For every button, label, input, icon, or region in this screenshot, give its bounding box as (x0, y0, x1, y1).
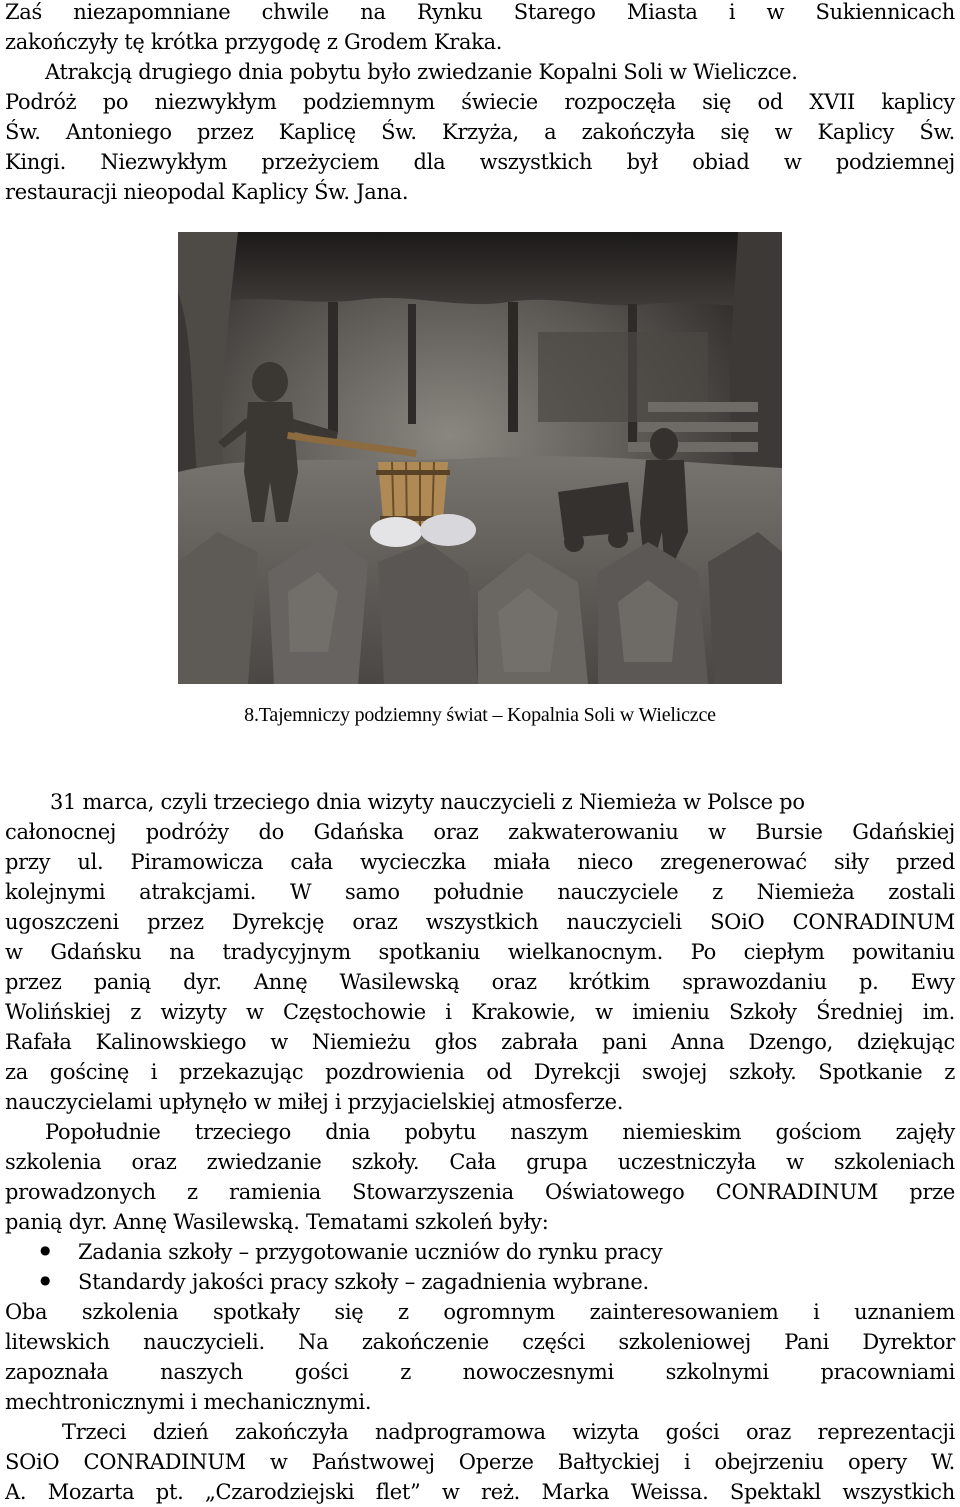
para1-line-2: zakończyły tę krótka przygodę z Grodem Kraka. (5, 30, 503, 54)
para1-line-5: Św. Antoniego przez Kaplicę Św. Krzyża, a zakończyła się w Kaplicy Św. (5, 120, 955, 144)
para2-line-2: całonocnej podróży do Gdańska oraz zakwaterowaniu w Bursie Gdańskiej (5, 820, 955, 844)
para2-line-7: przez panią dyr. Annę Wasilewską oraz krótkim sprawozdaniu p. Ewy (5, 970, 955, 994)
para2-line-3: przy ul. Piramowicza cała wycieczka miała nieco zregenerować siły przed (5, 850, 955, 874)
para3-line-1: Popołudnie trzeciego dnia pobytu naszym niemieskim gościom zajęły (45, 1120, 955, 1144)
para5-line-2: SOiO CONRADINUM w Państwowej Operze Bałtyckiej i obejrzeniu opery W. (5, 1450, 955, 1474)
bullet-item-2: Standardy jakości pracy szkoły – zagadnienia wybrane. (78, 1270, 649, 1294)
salt-mine-photo (178, 232, 782, 684)
para2-line-6: w Gdańsku na tradycyjnym spotkaniu wielkanocnym. Po ciepłym powitaniu (5, 940, 955, 964)
para4-line-3: zapoznała naszych gości z nowoczesnymi szkolnymi pracowniami (5, 1360, 955, 1384)
photo-caption: 8.Tajemniczy podziemny świat – Kopalnia Soli w Wieliczce (244, 704, 716, 726)
para1-line-4: Podróż po niezwykłym podziemnym świecie rozpoczęła się od XVII kaplicy (5, 90, 955, 114)
para1-line-6: Kingi. Niezwykłym przeżyciem dla wszystkich był obiad w podziemnej (5, 150, 955, 174)
para2-line-5: ugoszczeni przez Dyrekcję oraz wszystkich nauczycieli SOiO CONRADINUM (5, 910, 955, 934)
para3-line-2: szkolenia oraz zwiedzanie szkoły. Cała grupa uczestniczyła w szkoleniach (5, 1150, 955, 1174)
para2-line-4: kolejnymi atrakcjami. W samo południe nauczyciele z Niemieża zostali (5, 880, 955, 904)
para2-line-1: 31 marca, czyli trzeciego dnia wizyty nauczycieli z Niemieża w Polsce po (50, 790, 805, 814)
para1-line-7: restauracji nieopodal Kaplicy Św. Jana. (5, 180, 409, 204)
para4-line-2: litewskich nauczycieli. Na zakończenie części szkoleniowej Pani Dyrektor (5, 1330, 955, 1354)
bullet-dot-1: ● (40, 1243, 51, 1257)
para3-line-4: panią dyr. Annę Wasilewską. Tematami szkoleń były: (5, 1210, 549, 1234)
para4-line-1: Oba szkolenia spotkały się z ogromnym zainteresowaniem i uznaniem (5, 1300, 955, 1324)
bullet-dot-2: ● (40, 1273, 51, 1287)
bullet-item-1: Zadania szkoły – przygotowanie uczniów do rynku pracy (78, 1240, 663, 1264)
para2-line-8: Wolińskiej z wizyty w Częstochowie i Krakowie, w imieniu Szkoły Średniej im. (5, 1000, 955, 1024)
para1-line-1: Zaś niezapomniane chwile na Rynku Starego Miasta i w Sukiennicach (5, 0, 955, 24)
para4-line-4: mechtronicznymi i mechanicznymi. (5, 1390, 372, 1414)
para5-line-3: A. Mozarta pt. „Czarodziejski flet” w reż. Marka Weissa. Spektakl wszystkich (5, 1480, 955, 1504)
para2-line-9: Rafała Kalinowskiego w Niemieżu głos zabrała pani Anna Dzengo, dziękując (5, 1030, 955, 1054)
para2-line-10: za gościnę i przekazując pozdrowienia od Dyrekcji swojej szkoły. Spotkanie z (5, 1060, 955, 1084)
para1-line-3: Atrakcją drugiego dnia pobytu było zwiedzanie Kopalni Soli w Wieliczce. (45, 60, 798, 84)
para3-line-3: prowadzonych z ramienia Stowarzyszenia Oświatowego CONRADINUM prze (5, 1180, 955, 1204)
para2-line-11: nauczycielami upłynęło w miłej i przyjacielskiej atmosferze. (5, 1090, 624, 1114)
para5-line-1: Trzeci dzień zakończyła nadprogramowa wizyta gości oraz reprezentacji (62, 1420, 955, 1444)
